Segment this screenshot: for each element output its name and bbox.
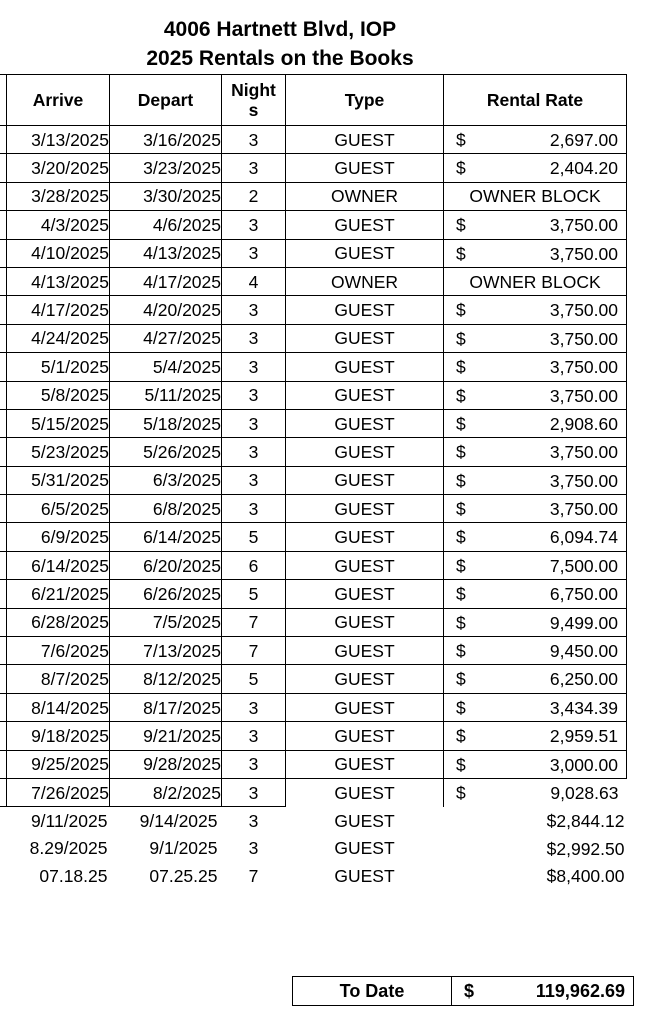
type-cell: OWNER — [286, 267, 444, 295]
type-cell: GUEST — [286, 154, 444, 182]
table-row — [0, 580, 627, 608]
rate-amount: 3,750.00 — [549, 300, 618, 321]
rate-currency: $ — [456, 130, 466, 150]
arrive-cell: 9/18/2025 — [7, 722, 110, 750]
rate-currency: $ — [456, 215, 466, 236]
rate-cell — [444, 239, 627, 267]
rate-cell — [444, 580, 627, 608]
table-row — [0, 182, 627, 210]
rate-amount: 2,959.51 — [549, 726, 618, 747]
depart-cell: 6/26/2025 — [110, 580, 222, 608]
type-cell: GUEST — [286, 750, 444, 778]
rate-amount: 9,028.63 — [550, 782, 619, 803]
table-row — [0, 381, 627, 409]
rate-amount: 9,450.00 — [549, 641, 618, 662]
arrive-cell: 4/3/2025 — [7, 211, 110, 239]
rate-amount: $8,400.00 — [546, 866, 625, 887]
header-type: Type — [286, 75, 444, 126]
arrive-cell: 8/7/2025 — [7, 665, 110, 693]
rate-amount: 3,750.00 — [549, 470, 618, 491]
nights-cell: 3 — [222, 466, 286, 494]
rate-amount: 3,750.00 — [549, 215, 618, 236]
rate-currency: $ — [456, 527, 466, 548]
arrive-cell: 5/23/2025 — [7, 438, 110, 466]
type-cell: GUEST — [286, 438, 444, 466]
depart-cell: 3/23/2025 — [110, 154, 222, 182]
type-cell: GUEST — [286, 381, 444, 409]
rate-currency: $ — [456, 158, 466, 179]
rate-amount: 3,750.00 — [549, 243, 618, 264]
type-cell: GUEST — [286, 296, 444, 324]
type-cell: GUEST — [286, 778, 444, 806]
rate-currency: $ — [456, 357, 466, 378]
rate-cell — [444, 778, 627, 806]
arrive-cell: 3/28/2025 — [7, 182, 110, 210]
depart-cell: 4/17/2025 — [110, 267, 222, 295]
depart-cell: 4/13/2025 — [110, 239, 222, 267]
table-row — [0, 750, 627, 778]
rate-currency: $ — [456, 555, 466, 576]
table-row — [0, 835, 627, 862]
rate-amount: 2,908.60 — [549, 413, 618, 434]
header-arrive: Arrive — [7, 75, 110, 126]
nights-cell: 3 — [222, 381, 286, 409]
depart-cell: 6/3/2025 — [110, 466, 222, 494]
rate-currency: $ — [456, 328, 466, 349]
rate-cell — [444, 637, 627, 665]
rate-amount: 3,434.39 — [549, 697, 618, 718]
rate-amount: 6,750.00 — [549, 584, 618, 605]
rate-amount: 3,750.00 — [549, 385, 618, 406]
rate-amount: 3,750.00 — [549, 357, 618, 378]
rate-currency: $ — [456, 612, 466, 633]
nights-cell: 3 — [222, 722, 286, 750]
type-cell: GUEST — [286, 353, 444, 381]
rate-cell — [444, 353, 627, 381]
depart-cell: 9/14/2025 — [139, 811, 218, 832]
table-row — [0, 239, 627, 267]
type-cell: GUEST — [286, 211, 444, 239]
rate-amount: 6,250.00 — [549, 669, 618, 690]
total-box — [292, 976, 634, 1006]
arrive-cell: 5/31/2025 — [7, 466, 110, 494]
nights-cell: 3 — [222, 438, 286, 466]
total-currency: $ — [464, 981, 475, 1001]
nights-cell: 3 — [222, 296, 286, 324]
depart-cell: 5/11/2025 — [110, 381, 222, 409]
depart-cell: 8/12/2025 — [110, 665, 222, 693]
rate-currency: $ — [456, 782, 466, 803]
rate-currency: $ — [456, 641, 466, 662]
rate-cell — [444, 381, 627, 409]
rate-amount: $2,844.12 — [546, 810, 625, 831]
depart-cell: 9/28/2025 — [110, 750, 222, 778]
owner-block-label: OWNER BLOCK — [469, 271, 601, 292]
type-cell: GUEST — [286, 693, 444, 721]
type-cell: GUEST — [334, 810, 395, 831]
rate-cell — [444, 665, 627, 693]
rate-cell — [444, 693, 627, 721]
header-row — [0, 75, 627, 126]
rate-currency: $ — [456, 413, 466, 434]
rate-currency: $ — [456, 243, 466, 264]
rate-cell — [444, 126, 627, 154]
nights-cell: 5 — [222, 523, 286, 551]
rate-amount: 7,500.00 — [549, 555, 618, 576]
arrive-cell: 8.29/2025 — [29, 838, 108, 859]
depart-cell: 6/20/2025 — [110, 551, 222, 579]
table-row — [0, 778, 627, 806]
type-cell: GUEST — [286, 239, 444, 267]
header-depart: Depart — [110, 75, 222, 126]
rate-currency: $ — [456, 584, 466, 605]
arrive-cell: 4/24/2025 — [7, 324, 110, 352]
depart-cell: 8/17/2025 — [110, 693, 222, 721]
table-row — [0, 608, 627, 636]
total-amount: 119,962.69 — [535, 981, 625, 1001]
table-row — [0, 324, 627, 352]
nights-cell: 3 — [222, 750, 286, 778]
arrive-cell: 3/13/2025 — [7, 126, 110, 154]
rate-cell — [444, 154, 627, 182]
nights-cell: 7 — [222, 608, 286, 636]
rate-cell — [444, 409, 627, 437]
rate-cell — [444, 438, 627, 466]
arrive-cell: 5/8/2025 — [7, 381, 110, 409]
type-cell: GUEST — [286, 324, 444, 352]
arrive-cell: 6/14/2025 — [7, 551, 110, 579]
nights-cell: 5 — [222, 665, 286, 693]
nights-cell: 3 — [222, 778, 286, 806]
type-cell: GUEST — [286, 608, 444, 636]
rate-amount: 9,499.00 — [549, 612, 618, 633]
type-cell: GUEST — [286, 466, 444, 494]
table-row — [0, 409, 627, 437]
arrive-cell: 7/26/2025 — [7, 778, 110, 806]
rate-cell — [444, 722, 627, 750]
table-row — [0, 637, 627, 665]
nights-cell: 3 — [222, 693, 286, 721]
rate-currency: $ — [456, 669, 466, 690]
table-row — [0, 211, 627, 239]
type-cell: GUEST — [286, 126, 444, 154]
table-row — [0, 665, 627, 693]
nights-cell: 5 — [222, 580, 286, 608]
nights-cell: 3 — [222, 211, 286, 239]
table-row — [0, 807, 627, 835]
rate-amount: 3,750.00 — [549, 499, 618, 520]
depart-cell: 4/6/2025 — [110, 211, 222, 239]
depart-cell: 5/26/2025 — [110, 438, 222, 466]
depart-cell: 9/1/2025 — [149, 838, 218, 859]
nights-cell: 2 — [222, 182, 286, 210]
header-rental-rate: Rental Rate — [444, 75, 627, 126]
rate-currency: $ — [456, 442, 466, 463]
rate-amount: 2,404.20 — [549, 158, 618, 179]
page-subtitle: 2025 Rentals on the Books — [146, 47, 414, 70]
nights-cell: 3 — [222, 324, 286, 352]
rate-cell — [444, 211, 627, 239]
rate-currency: $ — [456, 300, 466, 321]
depart-cell: 7/13/2025 — [110, 637, 222, 665]
rate-cell — [444, 608, 627, 636]
type-cell: GUEST — [334, 838, 395, 859]
rate-currency: $ — [456, 470, 466, 491]
rate-currency: $ — [456, 726, 466, 747]
depart-cell: 5/4/2025 — [110, 353, 222, 381]
type-cell: GUEST — [286, 665, 444, 693]
nights-cell: 3 — [222, 126, 286, 154]
nights-cell: 3 — [222, 154, 286, 182]
table-row — [0, 523, 627, 551]
arrive-cell: 4/13/2025 — [7, 267, 110, 295]
type-cell: GUEST — [286, 495, 444, 523]
nights-cell: 7 — [248, 865, 259, 886]
arrive-cell: 07.18.25 — [39, 865, 108, 886]
table-row — [0, 126, 627, 154]
rate-amount: 2,697.00 — [549, 130, 618, 150]
nights-cell: 3 — [248, 811, 259, 832]
rate-cell — [444, 324, 627, 352]
rate-amount: 3,000.00 — [549, 754, 618, 775]
rentals-table — [0, 74, 627, 890]
rate-cell — [444, 551, 627, 579]
nights-cell: 3 — [222, 239, 286, 267]
arrive-cell: 7/6/2025 — [7, 637, 110, 665]
depart-cell: 6/14/2025 — [110, 523, 222, 551]
arrive-cell: 5/15/2025 — [7, 409, 110, 437]
total-value — [452, 977, 633, 1005]
rate-cell — [444, 862, 627, 889]
nights-cell: 3 — [222, 409, 286, 437]
rate-cell — [444, 807, 627, 835]
table-row — [0, 693, 627, 721]
rate-amount: 3,750.00 — [549, 442, 618, 463]
type-cell: GUEST — [286, 637, 444, 665]
rate-currency: $ — [456, 385, 466, 406]
table-row — [0, 722, 627, 750]
arrive-cell: 6/28/2025 — [7, 608, 110, 636]
header-nights — [222, 75, 286, 126]
depart-cell: 7/5/2025 — [110, 608, 222, 636]
rate-cell — [444, 267, 627, 295]
depart-cell: 5/18/2025 — [110, 409, 222, 437]
type-cell: GUEST — [286, 551, 444, 579]
rate-amount: 6,094.74 — [549, 527, 618, 548]
page-title: 4006 Hartnett Blvd, IOP — [163, 18, 397, 41]
table-row — [0, 438, 627, 466]
table-row — [0, 154, 627, 182]
table-row — [0, 267, 627, 295]
arrive-cell: 6/9/2025 — [7, 523, 110, 551]
arrive-cell: 4/10/2025 — [7, 239, 110, 267]
rate-amount: 3,750.00 — [549, 328, 618, 349]
depart-cell: 6/8/2025 — [110, 495, 222, 523]
arrive-cell: 9/25/2025 — [7, 750, 110, 778]
type-cell: GUEST — [286, 409, 444, 437]
arrive-cell: 6/21/2025 — [7, 580, 110, 608]
nights-cell: 3 — [222, 353, 286, 381]
nights-cell: 6 — [222, 551, 286, 579]
rate-amount: $2,992.50 — [546, 838, 625, 859]
rate-cell — [444, 750, 627, 778]
header-nights-line2: s — [248, 100, 259, 120]
nights-cell: 3 — [222, 495, 286, 523]
rate-cell — [444, 495, 627, 523]
table-row — [0, 296, 627, 324]
table-row — [0, 495, 627, 523]
arrive-cell: 5/1/2025 — [7, 353, 110, 381]
total-label: To Date — [293, 977, 452, 1005]
arrive-cell: 9/11/2025 — [30, 811, 108, 832]
rate-cell — [444, 523, 627, 551]
rate-currency: $ — [456, 754, 466, 775]
table-row — [0, 353, 627, 381]
header-nights-line1: Night — [231, 80, 276, 100]
table-row — [0, 862, 627, 889]
table-row — [0, 466, 627, 494]
nights-cell: 7 — [222, 637, 286, 665]
nights-cell: 4 — [222, 267, 286, 295]
depart-cell: 9/21/2025 — [110, 722, 222, 750]
depart-cell: 07.25.25 — [149, 865, 218, 886]
rate-cell — [444, 835, 627, 862]
table-row — [0, 551, 627, 579]
type-cell: GUEST — [286, 523, 444, 551]
arrive-cell: 3/20/2025 — [7, 154, 110, 182]
rate-currency: $ — [456, 499, 466, 520]
arrive-cell: 8/14/2025 — [7, 693, 110, 721]
rate-currency: $ — [456, 697, 466, 718]
type-cell: GUEST — [334, 865, 395, 886]
nights-cell: 3 — [248, 838, 259, 859]
arrive-cell: 6/5/2025 — [7, 495, 110, 523]
depart-cell: 8/2/2025 — [110, 778, 222, 806]
depart-cell: 3/30/2025 — [110, 182, 222, 210]
arrive-cell: 4/17/2025 — [7, 296, 110, 324]
depart-cell: 4/20/2025 — [110, 296, 222, 324]
depart-cell: 3/16/2025 — [110, 126, 222, 154]
owner-block-label: OWNER BLOCK — [469, 186, 601, 207]
depart-cell: 4/27/2025 — [110, 324, 222, 352]
type-cell: OWNER — [286, 182, 444, 210]
rate-cell — [444, 296, 627, 324]
rate-cell — [444, 466, 627, 494]
type-cell: GUEST — [286, 722, 444, 750]
rate-cell — [444, 182, 627, 210]
type-cell: GUEST — [286, 580, 444, 608]
